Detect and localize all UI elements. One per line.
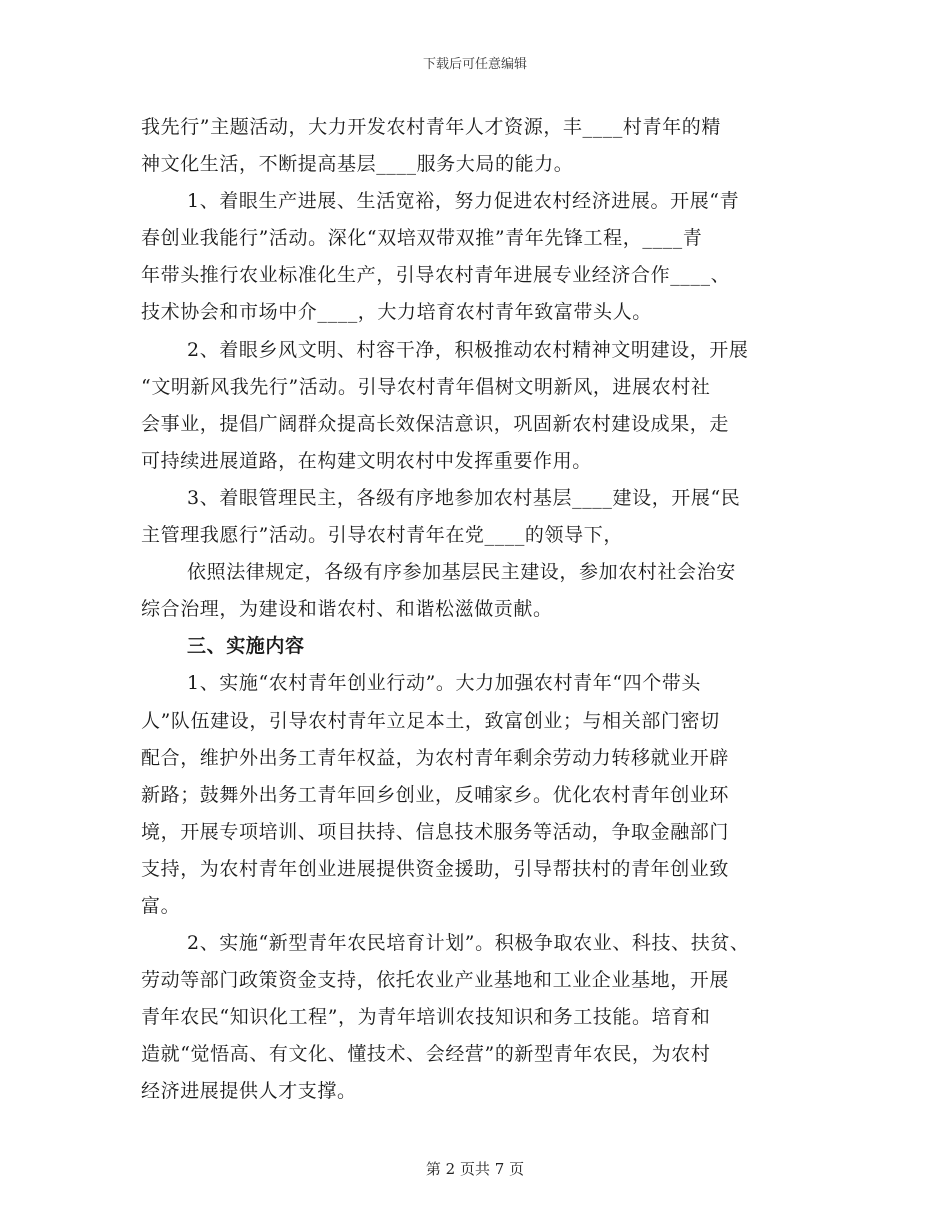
page-header: 下载后可任意编辑 bbox=[422, 57, 527, 72]
paragraph-start-line: 依照法律规定，各级有序参加基层民主建设，参加农村社会治安 bbox=[187, 561, 736, 584]
text-line: 我先行”主题活动，大力开发农村青年人才资源，丰____村青年的精 bbox=[141, 116, 721, 138]
text-line: 支持，为农村青年创业进展提供资金援助，引导帮扶村的青年创业致 bbox=[141, 857, 730, 880]
document-body bbox=[141, 109, 831, 1111]
page-number-footer: 第 2 页共 7 页 bbox=[425, 1160, 525, 1178]
paragraph-start-line: 1、实施“农村青年创业行动”。大力加强农村青年“四个带头 bbox=[187, 672, 702, 695]
text-line: 春创业我能行”活动。深化“双培双带双推”青年先锋工程，____青 bbox=[141, 227, 703, 250]
text-line: “文明新风我先行”活动。引导农村青年倡树文明新风，进展农村社 bbox=[141, 375, 711, 398]
text-line: 可持续进展道路，在构建文明农村中发挥重要作用。 bbox=[141, 449, 592, 472]
text-line: 会事业，提倡广阔群众提高长效保洁意识，巩固新农村建设成果，走 bbox=[141, 412, 730, 435]
section-heading: 三、实施内容 bbox=[187, 635, 305, 658]
text-line: 富。 bbox=[141, 894, 181, 917]
text-line: 年带头推行农业标准化生产，引导农村青年进展专业经济合作____、 bbox=[141, 264, 731, 287]
paragraph-start-line: 2、实施“新型青年农民培育计划”。积极争取农业、科技、扶贫、 bbox=[187, 932, 750, 955]
paragraph-start-line: 3、着眼管理民主，各级有序地参加农村基层____建设，开展“民 bbox=[187, 486, 741, 509]
text-line: 青年农民“知识化工程”，为青年培训农技知识和务工技能。培育和 bbox=[141, 1006, 711, 1029]
text-line: 境，开展专项培训、项目扶持、信息技术服务等活动，争取金融部门 bbox=[141, 820, 730, 843]
text-line: 配合，维护外出务工青年权益，为农村青年剩余劳动力转移就业开辟 bbox=[141, 746, 730, 769]
text-line: 技术协会和市场中介____，大力培育农村青年致富带头人。 bbox=[141, 301, 652, 324]
paragraph-start-line: 1、着眼生产进展、生活宽裕，努力促进农村经济进展。开展“青 bbox=[187, 190, 740, 213]
text-line: 经济进展提供人才支撑。 bbox=[141, 1080, 357, 1103]
text-line: 新路；鼓舞外出务工青年回乡创业，反哺家乡。优化农村青年创业环 bbox=[141, 783, 730, 806]
text-line: 造就“觉悟高、有文化、懂技术、会经营”的新型青年农民，为农村 bbox=[141, 1043, 711, 1066]
text-line: 劳动等部门政策资金支持，依托农业产业基地和工业企业基地，开展 bbox=[141, 969, 730, 992]
text-line: 人”队伍建设，引导农村青年立足本土，致富创业；与相关部门密切 bbox=[141, 709, 720, 732]
text-line: 主管理我愿行”活动。引导农村青年在党____的领导下， bbox=[141, 524, 623, 547]
text-line: 神文化生活，不断提高基层____服务大局的能力。 bbox=[141, 153, 574, 176]
text-line: 综合治理，为建设和谐农村、和谐松滋做贡献。 bbox=[141, 598, 553, 621]
paragraph-start-line: 2、着眼乡风文明、村容干净，积极推动农村精神文明建设，开展 bbox=[187, 338, 749, 361]
